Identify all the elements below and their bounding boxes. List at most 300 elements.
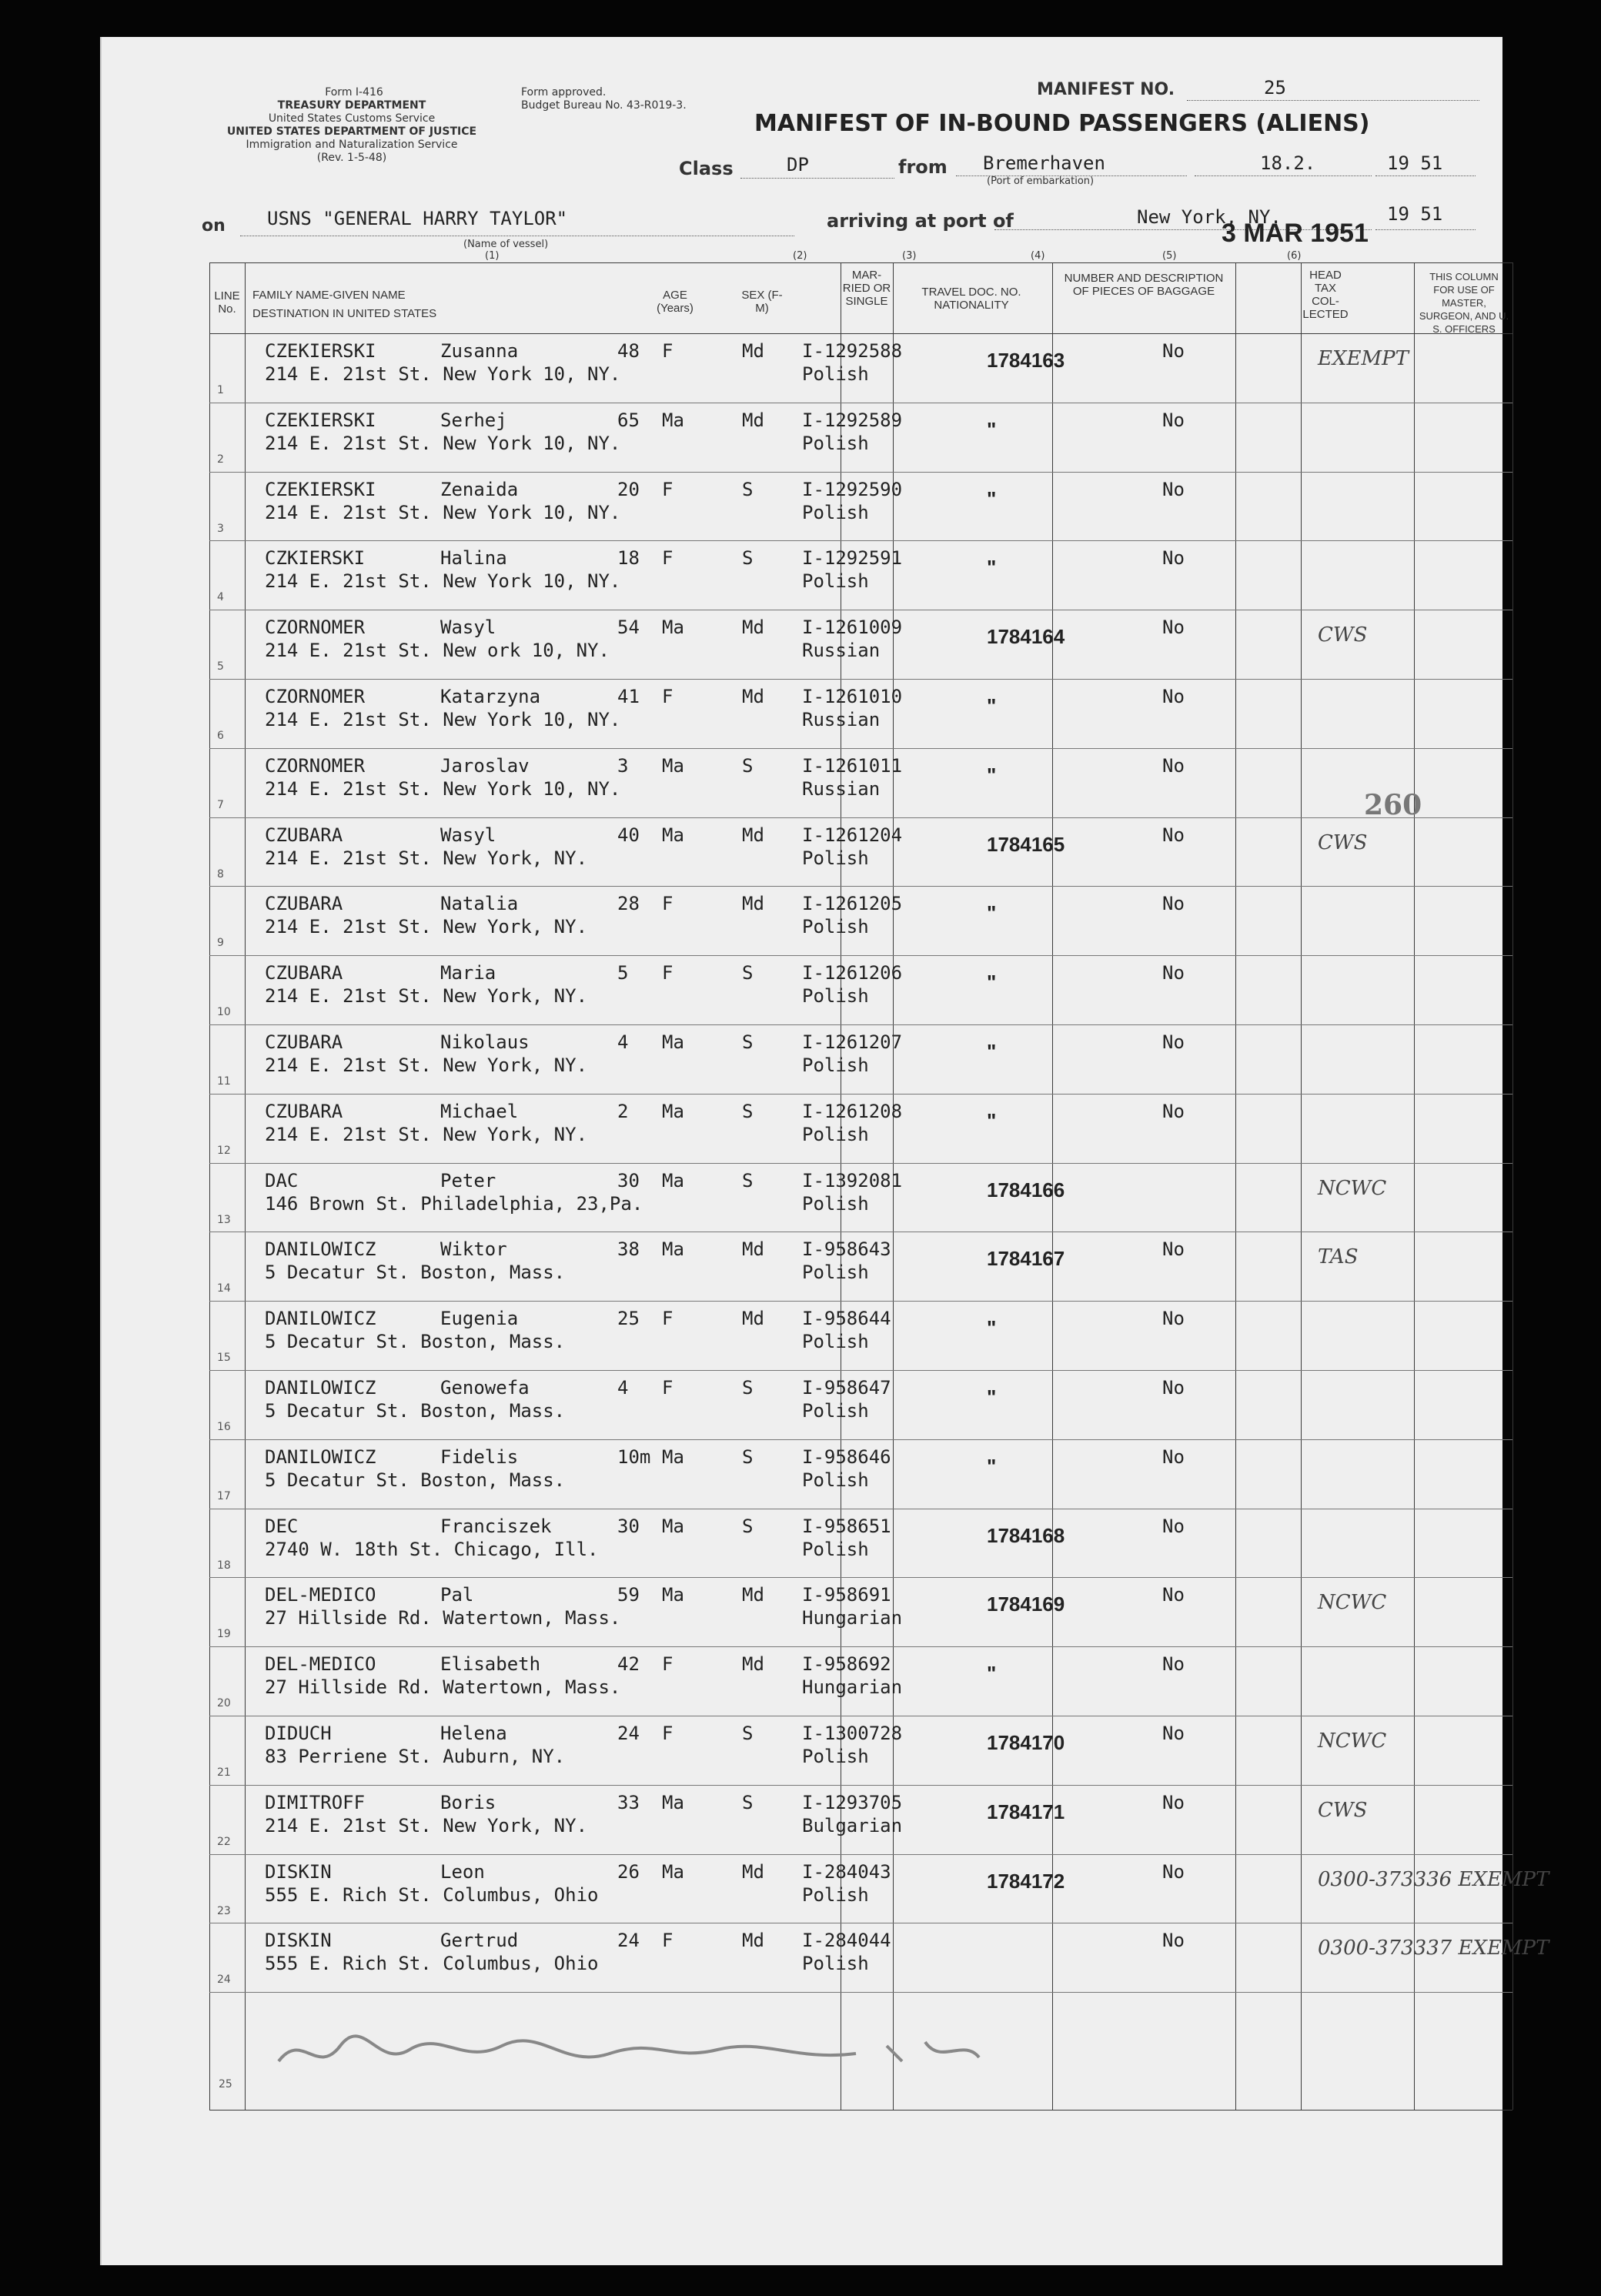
sex: F [662,686,673,707]
family-name: CZEKIERSKI [265,478,376,500]
sex: F [662,1308,673,1330]
baggage-number: " [987,417,997,441]
family-name: DANILOWICZ [265,1445,376,1468]
line-number: 11 [217,1075,231,1088]
from-label: from [898,156,948,178]
passenger-row [102,403,1502,472]
baggage-number: 1784163 [987,349,1065,372]
baggage-number: 1784164 [987,625,1065,649]
line-number: 12 [217,1144,231,1157]
line-number: 1 [217,384,224,396]
travel-doc-no: I-1261011 [802,754,903,777]
family-name: DEL-MEDICO [265,1653,376,1676]
passenger-row [102,610,1502,679]
given-name: Zusanna [440,340,519,362]
line-number: 24 [217,1973,231,1987]
given-name: Eugenia [440,1308,519,1330]
passenger-row [102,817,1502,887]
marital-status: S [742,1377,754,1399]
line-number: 18 [217,1559,231,1572]
line-number: 25 [219,2078,232,2090]
head-tax: No [1162,617,1185,639]
destination: 214 E. 21st St. New York, NY. [265,1054,588,1076]
col-name: FAMILY NAME-GIVEN NAME [252,289,406,302]
sex: F [662,893,673,915]
age: 42 [617,1653,640,1676]
sex: Ma [662,1169,684,1191]
class-value: DP [787,154,809,175]
marital-status: S [742,1100,754,1122]
head-tax: No [1162,1100,1185,1122]
passenger-row [102,1577,1502,1646]
revision: (Rev. 1-5-48) [316,152,387,164]
nationality: Polish [802,1746,869,1767]
travel-doc-no: I-1292591 [802,547,903,570]
marital-status: S [742,1515,754,1537]
family-name: DEL-MEDICO [265,1584,376,1606]
passenger-row [102,1232,1502,1301]
destination: 214 E. 21st St. New York 10, NY. [265,363,621,385]
destination: 214 E. 21st St. New York 10, NY. [265,777,621,800]
baggage-number: " [987,971,997,994]
given-name: Jaroslav [440,754,530,777]
nationality: Hungarian [802,1607,903,1629]
nationality: Polish [802,916,869,938]
baggage-number: 1784169 [987,1592,1065,1616]
age: 38 [617,1238,640,1261]
sex: F [662,1930,673,1952]
sex: F [662,1377,673,1399]
col-baggage: NUMBER AND DESCRIPTION OF PIECES OF BAGGAGE [1064,272,1224,298]
age: 65 [617,409,640,431]
sex: F [662,478,673,500]
nationality: Polish [802,432,869,454]
marital-status: S [742,1723,754,1744]
given-name: Maria [440,962,496,984]
destination: 5 Decatur St. Boston, Mass. [265,1469,566,1491]
given-name: Boris [440,1791,496,1813]
family-name: DANILOWICZ [265,1238,376,1261]
line-number: 23 [217,1904,231,1917]
nationality: Polish [802,985,869,1008]
travel-doc-no: I-958647 [802,1377,891,1399]
marital-status: S [742,1445,754,1468]
destination: 555 E. Rich St. Columbus, Ohio [265,1953,599,1975]
treasury-dept: TREASURY DEPARTMENT [277,99,426,112]
travel-doc-no: I-958644 [802,1308,891,1330]
baggage-number: " [987,556,997,580]
given-name: Genowefa [440,1377,530,1399]
passenger-row [102,1785,1502,1854]
destination: 214 E. 21st St. New York, NY. [265,1814,588,1836]
travel-doc-no: I-1292588 [802,340,903,362]
given-name: Serhej [440,409,507,431]
given-name: Katarzyna [440,686,541,707]
family-name: CZORNOMER [265,754,366,777]
head-tax: No [1162,340,1185,362]
age: 40 [617,824,640,846]
nationality: Bulgarian [802,1814,903,1836]
vessel-name-caption: (Name of vessel) [463,239,549,250]
travel-doc-no: I-1261009 [802,617,903,639]
sex: Ma [662,617,684,639]
immigration-service: Immigration and Naturalization Service [246,139,458,151]
head-tax: No [1162,686,1185,707]
age: 18 [617,547,640,570]
line-number: 10 [217,1006,231,1019]
sex: Ma [662,409,684,431]
approval-line-2: Budget Bureau No. 43-R019-3. [521,99,687,112]
baggage-number: 1784171 [987,1800,1065,1823]
destination: 2740 W. 18th St. Chicago, Ill. [265,1538,599,1560]
nationality: Russian [802,777,881,800]
head-tax: No [1162,409,1185,431]
year-of-embarkation: 19 51 [1387,152,1443,174]
family-name: DEC [265,1515,299,1537]
age: 41 [617,686,640,707]
family-name: CZKIERSKI [265,547,366,570]
class-label: Class [679,158,734,179]
approval-line-1: Form approved. [521,86,607,99]
nationality: Polish [802,1538,869,1560]
travel-doc-no: I-284044 [802,1930,891,1952]
officer-note: NCWC [1318,1730,1387,1753]
sex: F [662,962,673,984]
sex: Ma [662,1515,684,1537]
marital-status: Md [742,686,764,707]
nationality: Polish [802,570,869,593]
travel-doc-no: I-1293705 [802,1791,903,1813]
column-number: (3) [902,250,917,262]
marital-status: S [742,1031,754,1053]
travel-doc-no: I-1261205 [802,893,903,915]
marital-status: Md [742,1653,764,1676]
destination: 214 E. 21st St. New York, NY. [265,916,588,938]
line-number: 16 [217,1421,231,1433]
age: 20 [617,478,640,500]
age: 28 [617,893,640,915]
passenger-row [102,1854,1549,1923]
travel-doc-no: I-1300728 [802,1723,903,1744]
line-number: 7 [217,798,224,811]
baggage-number: " [987,694,997,717]
baggage-number: " [987,1662,997,1686]
head-tax: No [1162,1584,1185,1606]
marital-status: Md [742,617,764,639]
nationality: Polish [802,363,869,385]
travel-doc-no: I-1261204 [802,824,903,846]
age: 10m [617,1445,651,1468]
marital-status: S [742,1791,754,1813]
col-officers: THIS COLUMN FOR USE OF MASTER, SURGEON, AND U. S. OFFICERS [1419,271,1509,335]
family-name: CZEKIERSKI [265,340,376,362]
travel-doc-no: I-958691 [802,1584,891,1606]
family-name: CZORNOMER [265,686,366,707]
line-number: 22 [217,1835,231,1848]
port-of-embarkation-caption: (Port of embarkation) [987,175,1095,187]
destination: 214 E. 21st St. New York, NY. [265,847,588,869]
marital-status: Md [742,1308,764,1330]
passenger-row [102,1301,1502,1370]
given-name: Fidelis [440,1445,519,1468]
marital-status: S [742,962,754,984]
year-of-arrival: 19 51 [1387,203,1443,225]
marital-status: Md [742,1238,764,1261]
sex: Ma [662,1031,684,1053]
head-tax: No [1162,1653,1185,1676]
head-tax: No [1162,962,1185,984]
passenger-row [102,1716,1502,1785]
line-number: 5 [217,660,224,673]
family-name: DANILOWICZ [265,1308,376,1330]
passenger-row [102,1646,1502,1716]
passenger-row [102,1370,1502,1439]
age: 48 [617,340,640,362]
line-number: 9 [217,937,224,950]
age: 24 [617,1930,640,1952]
travel-doc-no: I-1261207 [802,1031,903,1053]
travel-doc-no: I-958651 [802,1515,891,1537]
arriving-label: arriving at port of [827,210,1014,232]
travel-doc-no: I-1261010 [802,686,903,707]
age: 30 [617,1515,640,1537]
baggage-number: " [987,1454,997,1478]
head-tax: No [1162,824,1185,846]
destination: 214 E. 21st St. New York 10, NY. [265,570,621,593]
baggage-number: 1784172 [987,1869,1065,1893]
baggage-number: 1784167 [987,1247,1065,1271]
line-number: 15 [217,1352,231,1365]
port-of-embarkation: Bremerhaven [983,152,1105,174]
given-name: Wasyl [440,824,496,846]
baggage-number: " [987,1316,997,1340]
marital-status: Md [742,824,764,846]
line-number: 17 [217,1489,231,1502]
form-number: Form I-416 [325,86,383,99]
col-head-tax: HEAD TAX COL-LECTED [1302,269,1349,321]
line-number: 21 [217,1766,231,1779]
destination: 214 E. 21st St. New York, NY. [265,1123,588,1145]
passenger-row [102,679,1502,748]
marital-status: Md [742,1930,764,1952]
destination: 27 Hillside Rd. Watertown, Mass. [265,1676,621,1699]
sex: Ma [662,1100,684,1122]
head-tax: No [1162,1238,1185,1261]
sex: F [662,547,673,570]
manifest-title: MANIFEST OF IN-BOUND PASSENGERS (ALIENS) [754,110,1370,137]
destination: 214 E. 21st St. New York 10, NY. [265,709,621,730]
family-name: DISKIN [265,1930,332,1952]
destination: 5 Decatur St. Boston, Mass. [265,1400,566,1422]
nationality: Polish [802,1192,869,1215]
officer-note: NCWC [1318,1176,1387,1200]
given-name: Zenaida [440,478,519,500]
family-name: DISKIN [265,1860,332,1883]
officer-note: CWS [1318,1798,1368,1822]
head-tax: No [1162,1930,1185,1952]
travel-doc-no: I-1261208 [802,1100,903,1122]
column-number: (1) [485,250,500,262]
passenger-row [102,333,1502,403]
passenger-row [102,472,1502,541]
baggage-number: " [987,763,997,787]
head-tax: No [1162,1791,1185,1813]
column-number: (6) [1287,250,1302,262]
manifest-page [100,37,1549,2265]
given-name: Franciszek [440,1515,552,1537]
baggage-number: " [987,1040,997,1063]
given-name: Pal [440,1584,474,1606]
destination: 5 Decatur St. Boston, Mass. [265,1262,566,1284]
nationality: Polish [802,1469,869,1491]
baggage-number: " [987,901,997,925]
date-of-embarkation: 18.2. [1260,152,1316,174]
sex: Ma [662,1238,684,1261]
officer-note: CWS [1318,623,1368,647]
manifest-no-value: 25 [1264,77,1286,99]
age: 5 [617,962,629,984]
column-number: (2) [793,250,807,262]
head-tax: No [1162,1445,1185,1468]
marital-status: S [742,1169,754,1191]
family-name: CZEKIERSKI [265,409,376,431]
age: 24 [617,1723,640,1744]
passenger-row [102,1439,1502,1509]
marital-status: Md [742,893,764,915]
age: 30 [617,1169,640,1191]
head-tax: No [1162,1377,1185,1399]
sex: F [662,1723,673,1744]
head-tax: No [1162,478,1185,500]
family-name: DAC [265,1169,299,1191]
line-number: 13 [217,1213,231,1226]
head-tax: No [1162,1031,1185,1053]
nationality: Polish [802,1400,869,1422]
travel-doc-no: I-958692 [802,1653,891,1676]
destination: 214 E. 21st St. New York 10, NY. [265,432,621,454]
passenger-row [102,1509,1502,1578]
column-number: (4) [1031,250,1045,262]
on-label: on [202,216,226,236]
age: 4 [617,1031,629,1053]
destination: 146 Brown St. Philadelphia, 23,Pa. [265,1192,643,1215]
given-name: Gertrud [440,1930,519,1952]
nationality: Polish [802,1331,869,1353]
officer-note: TAS [1318,1245,1359,1269]
travel-doc-no: I-1392081 [802,1169,903,1191]
line-number: 14 [217,1282,231,1295]
head-tax: No [1162,1860,1185,1883]
vessel-name: USNS "GENERAL HARRY TAYLOR" [267,208,568,229]
nationality: Polish [802,1953,869,1975]
customs-service: United States Customs Service [268,112,436,125]
family-name: CZUBARA [265,962,343,984]
marital-status: Md [742,340,764,362]
handwritten-signature [271,2015,1041,2084]
col-travel-doc: TRAVEL DOC. NO. NATIONALITY [921,286,1021,312]
age: 4 [617,1377,629,1399]
destination: 5 Decatur St. Boston, Mass. [265,1331,566,1353]
sex: Ma [662,1860,684,1883]
marital-status: Md [742,1584,764,1606]
travel-doc-no: I-1292590 [802,478,903,500]
travel-doc-no: I-958643 [802,1238,891,1261]
head-tax: No [1162,1723,1185,1744]
family-name: CZUBARA [265,893,343,915]
passenger-row [102,1163,1502,1232]
passenger-row [102,886,1502,955]
col-age: AGE (Years) [657,289,694,315]
head-tax: No [1162,547,1185,570]
nationality: Russian [802,709,881,730]
sex: Ma [662,1791,684,1813]
given-name: Helena [440,1723,507,1744]
family-name: CZUBARA [265,824,343,846]
given-name: Halina [440,547,507,570]
head-tax: No [1162,1308,1185,1330]
marital-status: Md [742,409,764,431]
sex: Ma [662,1584,684,1606]
baggage-number: 1784168 [987,1523,1065,1547]
passenger-row [102,748,1502,817]
marital-status: S [742,478,754,500]
family-name: DIDUCH [265,1723,332,1744]
officer-note: EXEMPT [1318,347,1409,370]
marital-status: S [742,754,754,777]
officer-note: 0300-373336 EXEMPT [1318,1867,1549,1891]
nationality: Polish [802,501,869,523]
passenger-row [102,1024,1502,1094]
baggage-number: " [987,1385,997,1409]
line-number: 2 [217,453,224,466]
age: 2 [617,1100,629,1122]
family-name: DIMITROFF [265,1791,366,1813]
family-name: DANILOWICZ [265,1377,376,1399]
destination: 83 Perriene St. Auburn, NY. [265,1746,566,1767]
passenger-row [102,540,1502,610]
line-number: 19 [217,1628,231,1641]
head-tax: No [1162,754,1185,777]
travel-doc-no: I-1292589 [802,409,903,431]
age: 26 [617,1860,640,1883]
given-name: Wasyl [440,617,496,639]
officer-note: 0300-373337 EXEMPT [1318,1937,1549,1960]
sex: F [662,340,673,362]
sex: Ma [662,824,684,846]
marital-status: Md [742,1860,764,1883]
destination: 214 E. 21st St. New York, NY. [265,985,588,1008]
age: 25 [617,1308,640,1330]
destination: 555 E. Rich St. Columbus, Ohio [265,1883,599,1906]
col-line-no: LINE No. [214,289,240,316]
passenger-row [102,955,1502,1024]
officer-note: NCWC [1318,1591,1387,1615]
head-tax: No [1162,893,1185,915]
column-number: (5) [1162,250,1177,262]
given-name: Leon [440,1860,485,1883]
travel-doc-no: I-1261206 [802,962,903,984]
given-name: Natalia [440,893,519,915]
nationality: Hungarian [802,1676,903,1699]
nationality: Polish [802,1262,869,1284]
given-name: Nikolaus [440,1031,530,1053]
baggage-number: 1784166 [987,1178,1065,1201]
age: 33 [617,1791,640,1813]
nationality: Polish [802,1054,869,1076]
nationality: Polish [802,1883,869,1906]
baggage-number: 1784170 [987,1731,1065,1754]
nationality: Polish [802,1123,869,1145]
